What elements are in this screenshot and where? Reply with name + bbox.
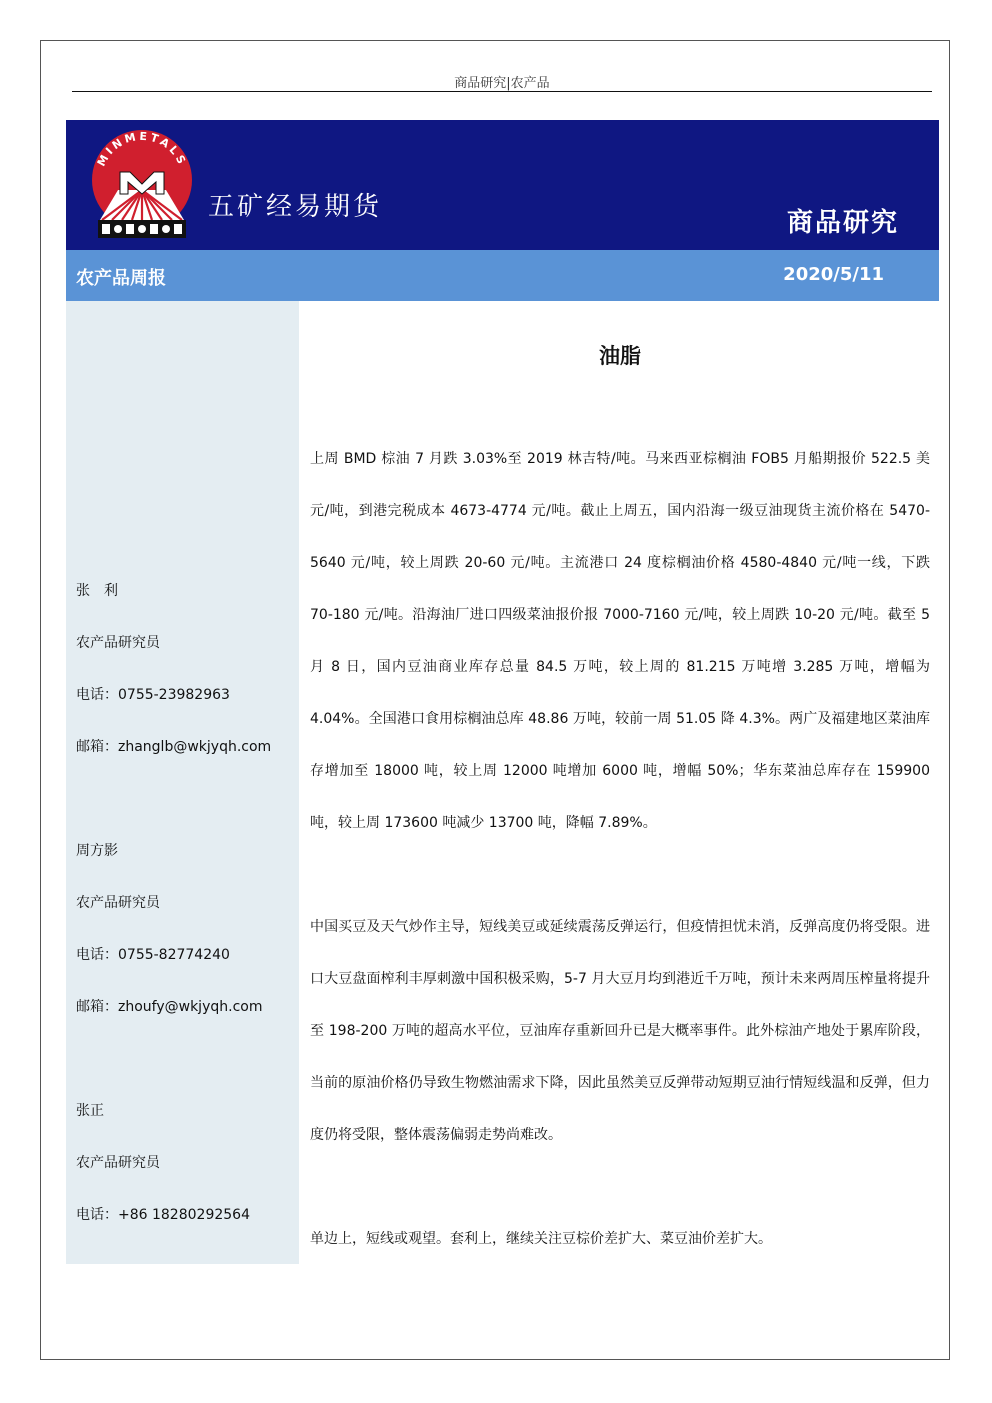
contact-sidebar (66, 301, 299, 1264)
analyst-name: 周方影 (76, 843, 118, 859)
analyst-name: 张 利 (76, 583, 118, 599)
banner (66, 120, 939, 250)
report-date: 2020/5/11 (783, 264, 884, 285)
logo-svg (90, 128, 194, 242)
report-type: 农产品周报 (76, 268, 166, 289)
company-name: 五矿经易期货 (208, 192, 383, 222)
analyst-phone: 电话：0755-23982963 (76, 687, 230, 703)
analyst-title: 农产品研究员 (76, 635, 160, 651)
analyst-title: 农产品研究员 (76, 1155, 160, 1171)
logo-text: MINMETALS (94, 129, 190, 169)
minmetals-logo-icon (90, 128, 194, 242)
paragraph-market-review: 上周 BMD 棕油 7 月跌 3.03%至 2019 林吉特/吨。马来西亚棕榈油 FOB5 月船期报价 522.5 美元/吨，到港完税成本 4673-4774 元/吨。截止上周五，国内沿海一级豆油现货主流价格在 5470-5640 元/吨，较上周跌 20-60 元/吨。主流港口 24 度棕榈油价格 4580-4840 元/吨一线，下跌 70-180 元/吨。沿海油厂进口四级菜油报价报 7000-7160 元/吨，较上周跌 10-20 元/吨。截至 5 月 8 日，国内豆油商业库存总量 84.5 万吨，较上周的 81.215 万吨增 3.285 万吨，增幅为 4.04%。全国港口食用棕榈油总库 48.86 万吨，较前一周 51.05 降 4.3%。两广及福建地区菜油库存增加至 18000 吨，较上周 12000 吨增加 6000 吨，增幅 50%；华东菜油总库存在 159900 吨，较上周 173600 吨减少 13700 吨，降幅 7.89%。 (310, 451, 930, 831)
section-title: 油脂 (599, 344, 641, 368)
running-header: 商品研究|农产品 (454, 76, 550, 91)
analyst-title: 农产品研究员 (76, 895, 160, 911)
section-label: 商品研究 (786, 208, 899, 238)
subheader-bar (66, 250, 939, 301)
paragraph-outlook: 中国买豆及天气炒作主导，短线美豆或延续震荡反弹运行，但疫情担忧未消，反弹高度仍将受限。进口大豆盘面榨利丰厚刺激中国积极采购，5-7 月大豆月均到港近千万吨，预计未来两周压榨量将提升至 198-200 万吨的超高水平位，豆油库存重新回升已是大概率事件。此外棕油产地处于累库阶段，当前的原油价格仍导致生物燃油需求下降，因此虽然美豆反弹带动短期豆油行情短线温和反弹，但力度仍将受限，整体震荡偏弱走势尚难改。 (310, 919, 930, 1143)
analyst-email[interactable]: 邮箱：zhanglb@wkjyqh.com (76, 739, 272, 755)
analyst-name: 张正 (76, 1103, 104, 1119)
analyst-phone: 电话：0755-82774240 (76, 947, 230, 963)
header-rule (72, 91, 932, 92)
paragraph-strategy: 单边上，短线或观望。套利上，继续关注豆棕价差扩大、菜豆油价差扩大。 (310, 1231, 772, 1247)
analyst-phone: 电话：+86 18280292564 (76, 1207, 250, 1223)
analyst-email[interactable]: 邮箱：zhoufy@wkjyqh.com (76, 999, 263, 1015)
